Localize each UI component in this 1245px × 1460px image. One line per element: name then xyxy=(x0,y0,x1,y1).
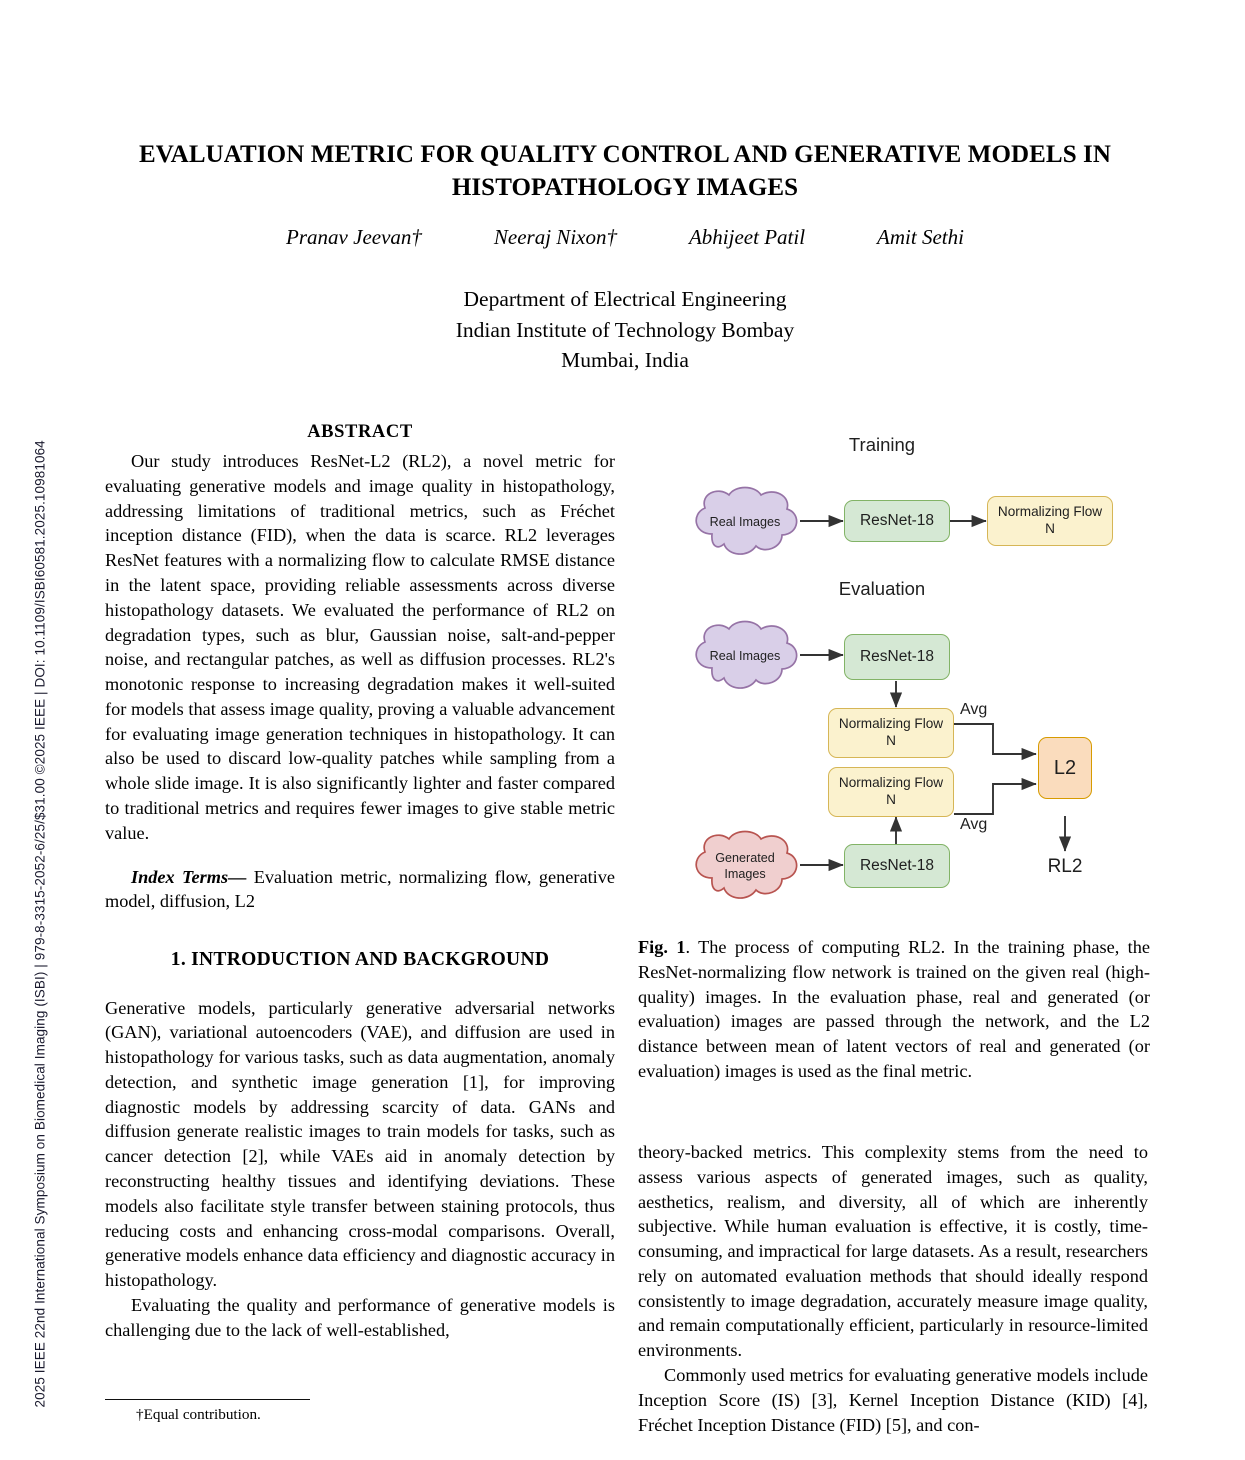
abstract-heading: ABSTRACT xyxy=(307,422,413,442)
footnote-divider xyxy=(105,1399,310,1400)
figure-1-caption xyxy=(638,935,1150,1084)
affiliation-line: Indian Institute of Technology Bombay xyxy=(455,317,795,342)
node-normalizing-flow-training-sublabel: N xyxy=(1045,521,1055,536)
node-resnet18-evaluation-generated-label: ResNet-18 xyxy=(859,856,935,874)
section-1-paragraph-2: Evaluating the quality and performance of generative models is challenging due to the lack of well-established, xyxy=(105,1294,615,1340)
abstract-body: Our study introduces ResNet-L2 (RL2), a novel metric for evaluating generative models and image quality in histopathology, addressing limitations of traditional metrics, such as Fréchet inception distance (FID), when the data is scarce. RL2 leverages ResNet features with a normalizing flow to calculate RMSE distance in the latent space, providing reliable assessments across diverse histopathology datasets. We evaluated the performance of RL2 on degradation types, such as blur, Gaussian noise, salt-and-pepper noise, and rectangular patches, as well as diffusion processes. RL2's monotonic response to increasing degradation makes it well-suited for models that assess image quality, proving a valuable advancement for evaluating image generation techniques in histopathology. It can also be used to discard low-quality patches while sampling from a whole slide image. It is also significantly lighter and faster compared to traditional metrics and requires fewer images to give stable metric value. xyxy=(105,451,615,843)
node-normalizing-flow-generated-sublabel: N xyxy=(886,792,896,807)
node-resnet18-evaluation-generated xyxy=(844,844,950,888)
node-normalizing-flow-training xyxy=(987,496,1113,546)
cloud-real-images-training-label: Real Images xyxy=(709,514,781,529)
edge-label-avg-bottom: Avg xyxy=(960,816,988,833)
node-resnet18-training-label: ResNet-18 xyxy=(859,511,935,529)
figure-phase-label-training: Training xyxy=(848,434,916,455)
author-list xyxy=(105,225,1145,250)
ieee-side-stamp-text: 2025 IEEE 22nd International Symposium on Biomedical Imaging (ISBI) | 979-8-3315-2052-6/25/$31.00 ©2025 IEEE | DOI: 10.1109/ISBI60581.2025.10981064 xyxy=(32,440,48,1408)
cloud-generated-images-label: Generated xyxy=(715,850,775,865)
node-normalizing-flow-real-label: Normalizing Flow xyxy=(838,716,944,732)
figure-output-rl2: RL2 xyxy=(1047,856,1083,877)
edge-label-avg-top: Avg xyxy=(960,701,988,718)
author-name: Abhijeet Patil xyxy=(688,225,806,249)
figure-phase-label-evaluation: Evaluation xyxy=(838,578,926,599)
node-normalizing-flow-training-label: Normalizing Flow xyxy=(997,504,1103,520)
author-name: Pranav Jeevan† xyxy=(286,225,422,249)
section-1-paragraph-4: Commonly used metrics for evaluating generative models include Inception Score (IS) [3], Kernel Inception Distance (KID) [4], Fréchet Inception Distance (FID) [5], and con- xyxy=(638,1365,1148,1435)
node-resnet18-training xyxy=(844,500,950,542)
node-l2-label: L2 xyxy=(1053,756,1077,779)
cloud-generated-images-sublabel: Images xyxy=(724,867,766,881)
node-resnet18-evaluation-real xyxy=(844,634,950,680)
cloud-generated-images xyxy=(686,828,804,904)
author-name: Neeraj Nixon† xyxy=(493,225,617,249)
node-normalizing-flow-real xyxy=(828,708,954,758)
left-column xyxy=(105,420,615,1342)
index-terms xyxy=(105,865,615,915)
node-normalizing-flow-generated xyxy=(828,767,954,817)
ieee-side-stamp xyxy=(0,0,70,1460)
cloud-real-images-evaluation-label: Real Images xyxy=(709,648,781,663)
affiliation-block xyxy=(105,284,1145,376)
node-l2 xyxy=(1038,737,1092,799)
affiliation-line: Mumbai, India xyxy=(561,348,689,373)
right-column-body xyxy=(638,1140,1148,1437)
figure-1-caption-text: . The process of computing RL2. In the training phase, the ResNet-normalizing flow network is trained on the given real (high-quality) images. In the evaluation phase, real and generated (or evaluation) images are passed through the network, and the L2 distance between mean of latent vectors of real and generated (or evaluation) images is used as the final metric. xyxy=(638,937,1151,1081)
index-terms-values: Evaluation metric, normalizing flow, generative model, diffusion, L2 xyxy=(105,866,615,912)
figure-1 xyxy=(638,424,1150,904)
section-1-paragraph-3: theory-backed metrics. This complexity stems from the need to assess various aspects of generated images, such as quality, aesthetics, realism, and diversity, all of which are inherently subjective. While human evaluation is effective, it is costly, time-consuming, and impractical for large datasets. As a result, researchers rely on automated evaluation methods that should ideally respond consistently to image degradation, accurately measure image quality, and remain computationally efficient, particularly in resource-limited environments. xyxy=(638,1142,1148,1361)
page-title: EVALUATION METRIC FOR QUALITY CONTROL AND GENERATIVE MODELS IN HISTOPATHOLOGY IMAGES xyxy=(138,141,1112,201)
node-resnet18-evaluation-real-label: ResNet-18 xyxy=(859,647,935,665)
footnote-text: †Equal contribution. xyxy=(136,1406,261,1423)
cloud-real-images-evaluation xyxy=(686,618,804,694)
figure-1-caption-label: Fig. 1 xyxy=(638,937,686,957)
affiliation-line: Department of Electrical Engineering xyxy=(463,287,787,311)
author-name: Amit Sethi xyxy=(877,225,964,249)
node-normalizing-flow-generated-label: Normalizing Flow xyxy=(838,775,944,791)
section-1-paragraph-1: Generative models, particularly generative adversarial networks (GAN), variational autoencoders (VAE), and diffusion are used in histopathology for various tasks, such as data augmentation, anomaly detection, and synthetic image generation [1], for improving diagnostic models by addressing scarcity of data. GANs and diffusion generate realistic images to train models for tasks, such as cancer detection [2], while VAEs aid in anomaly detection by reconstructing healthy tissues and identifying deviations. These models also facilitate style transfer between staining protocols, thus reducing costs and enhancing cross-modal comparisons. Overall, generative models enhance data efficiency and diagnostic accuracy in histopathology. xyxy=(105,997,615,1291)
cloud-real-images-training xyxy=(686,484,804,560)
index-terms-label: Index Terms— xyxy=(131,866,247,887)
node-normalizing-flow-real-sublabel: N xyxy=(886,733,896,748)
section-1-heading: 1. INTRODUCTION AND BACKGROUND xyxy=(170,949,550,971)
